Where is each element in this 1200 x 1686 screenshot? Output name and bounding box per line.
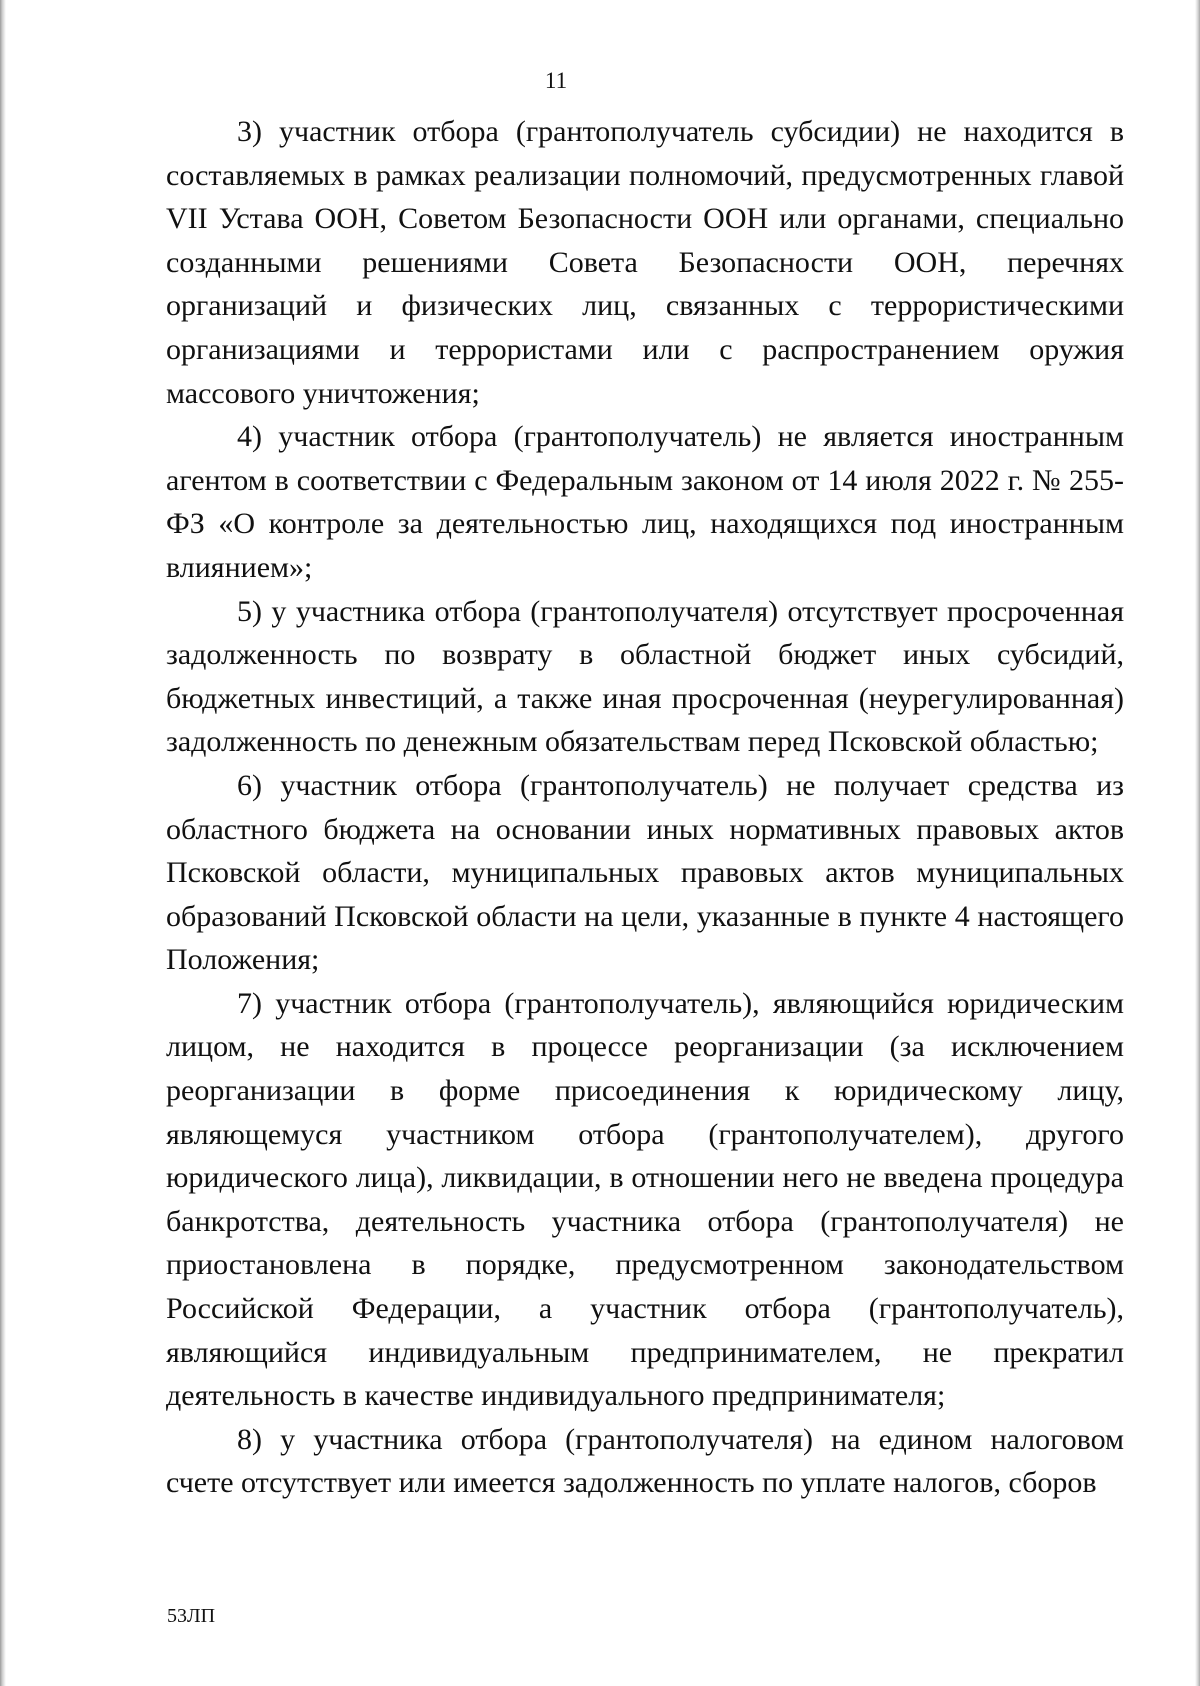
paragraph-item-5: 5) у участника отбора (грантополучателя) отсутствует просроченная задолженность по возврату в областной бюджет иных субсидий, бюджетных инвестиций, а также иная просроченная (неурегулированная) задолженность по денежным обязательствам перед Псковской областью;	[166, 594, 1124, 759]
paragraph-item-6: 6) участник отбора (грантополучатель) не получает средства из областного бюджета на основании иных нормативных правовых актов Псковской области, муниципальных правовых актов муниципальных образований Псковской области на цели, указанные в пункте 4 настоящего Положения;	[166, 768, 1124, 977]
scan-edge-left	[0, 0, 6, 1686]
document-body	[166, 110, 1124, 1505]
paragraph-item-7: 7) участник отбора (грантополучатель), являющийся юридическим лицом, не находится в процессе реорганизации (за исключением реорганизации в форме присоединения к юридическому лицу, являющемуся участником отбора (грантополучателем), другого юридического лица), ликвидации, в отношении него не введена процедура банкротства, деятельность участника отбора (грантополучателя) не приостановлена в порядке, предусмотренном законодательством Российской Федерации, а участник отбора (грантополучатель), являющийся индивидуальным предпринимателем, не прекратил деятельность в качестве индивидуального предпринимателя;	[166, 986, 1124, 1413]
paragraph-item-3: 3) участник отбора (грантополучатель субсидии) не находится в составляемых в рамках реализации полномочий, предусмотренных главой VII Устава ООН, Советом Безопасности ООН или органами, специально созданными решениями Совета Безопасности ООН, перечнях организаций и физических лиц, связанных с террористическими организациями и террористами или с распространением оружия массового уничтожения;	[166, 115, 1124, 410]
document-code: 53ЛП	[167, 1605, 216, 1627]
page-number: 11	[544, 68, 568, 93]
paragraph-item-4: 4) участник отбора (грантополучатель) не является иностранным агентом в соответствии с Федеральным законом от 14 июля 2022 г. № 255-ФЗ «О контроле за деятельностью лиц, находящихся под иностранным влиянием»;	[166, 420, 1124, 584]
scan-edge-right	[1195, 0, 1200, 1686]
paragraph-item-8: 8) у участника отбора (грантополучателя) на едином налоговом счете отсутствует или имеется задолженность по уплате налогов, сборов	[166, 1422, 1124, 1500]
